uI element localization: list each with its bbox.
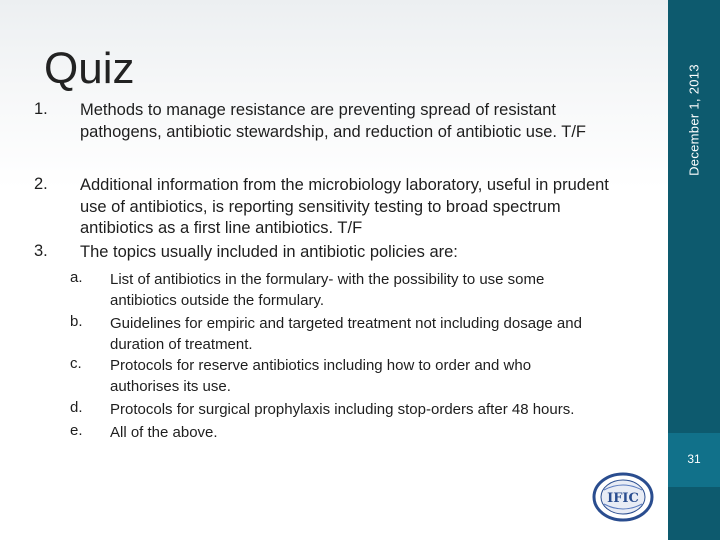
option-d-text: Protocols for surgical prophylaxis including stop-orders after 48 hours. [110, 401, 575, 418]
option-a-text: List of antibiotics in the formulary- with the possibility to use some antibiotics outside the formulary. [110, 271, 545, 309]
question-3-text: The topics usually included in antibiotic policies are: [80, 243, 458, 261]
option-b-letter: b. [70, 313, 83, 330]
option-b-text: Guidelines for empiric and targeted treatment not including dosage and duration of treatment. [110, 315, 582, 353]
option-a-letter: a. [70, 269, 83, 286]
slide-title: Quiz [44, 44, 135, 93]
question-1-text: Methods to manage resistance are preventing spread of resistant pathogens, antibiotic stewardship, and reduction of antibiotic use. T/F [80, 101, 586, 141]
option-e-text: All of the above. [110, 424, 218, 441]
option-c-letter: c. [70, 355, 82, 372]
ific-logo [592, 472, 654, 522]
logo-text: IFIC [607, 491, 639, 506]
option-c-text: Protocols for reserve antibiotics including how to order and who authorises its use. [110, 357, 532, 395]
question-2-number: 2. [34, 175, 48, 193]
slide-date: December 1, 2013 [686, 64, 702, 176]
question-2-text: Additional information from the microbiology laboratory, useful in prudent use of antibiotics, is reporting sensitivity testing to broad spectrum antibiotics as a first line antibiotics. T/F [80, 176, 609, 237]
page-number: 31 [687, 452, 701, 466]
question-1-number: 1. [34, 100, 48, 118]
option-e-letter: e. [70, 422, 83, 439]
option-d-letter: d. [70, 399, 83, 416]
question-3-number: 3. [34, 242, 48, 260]
